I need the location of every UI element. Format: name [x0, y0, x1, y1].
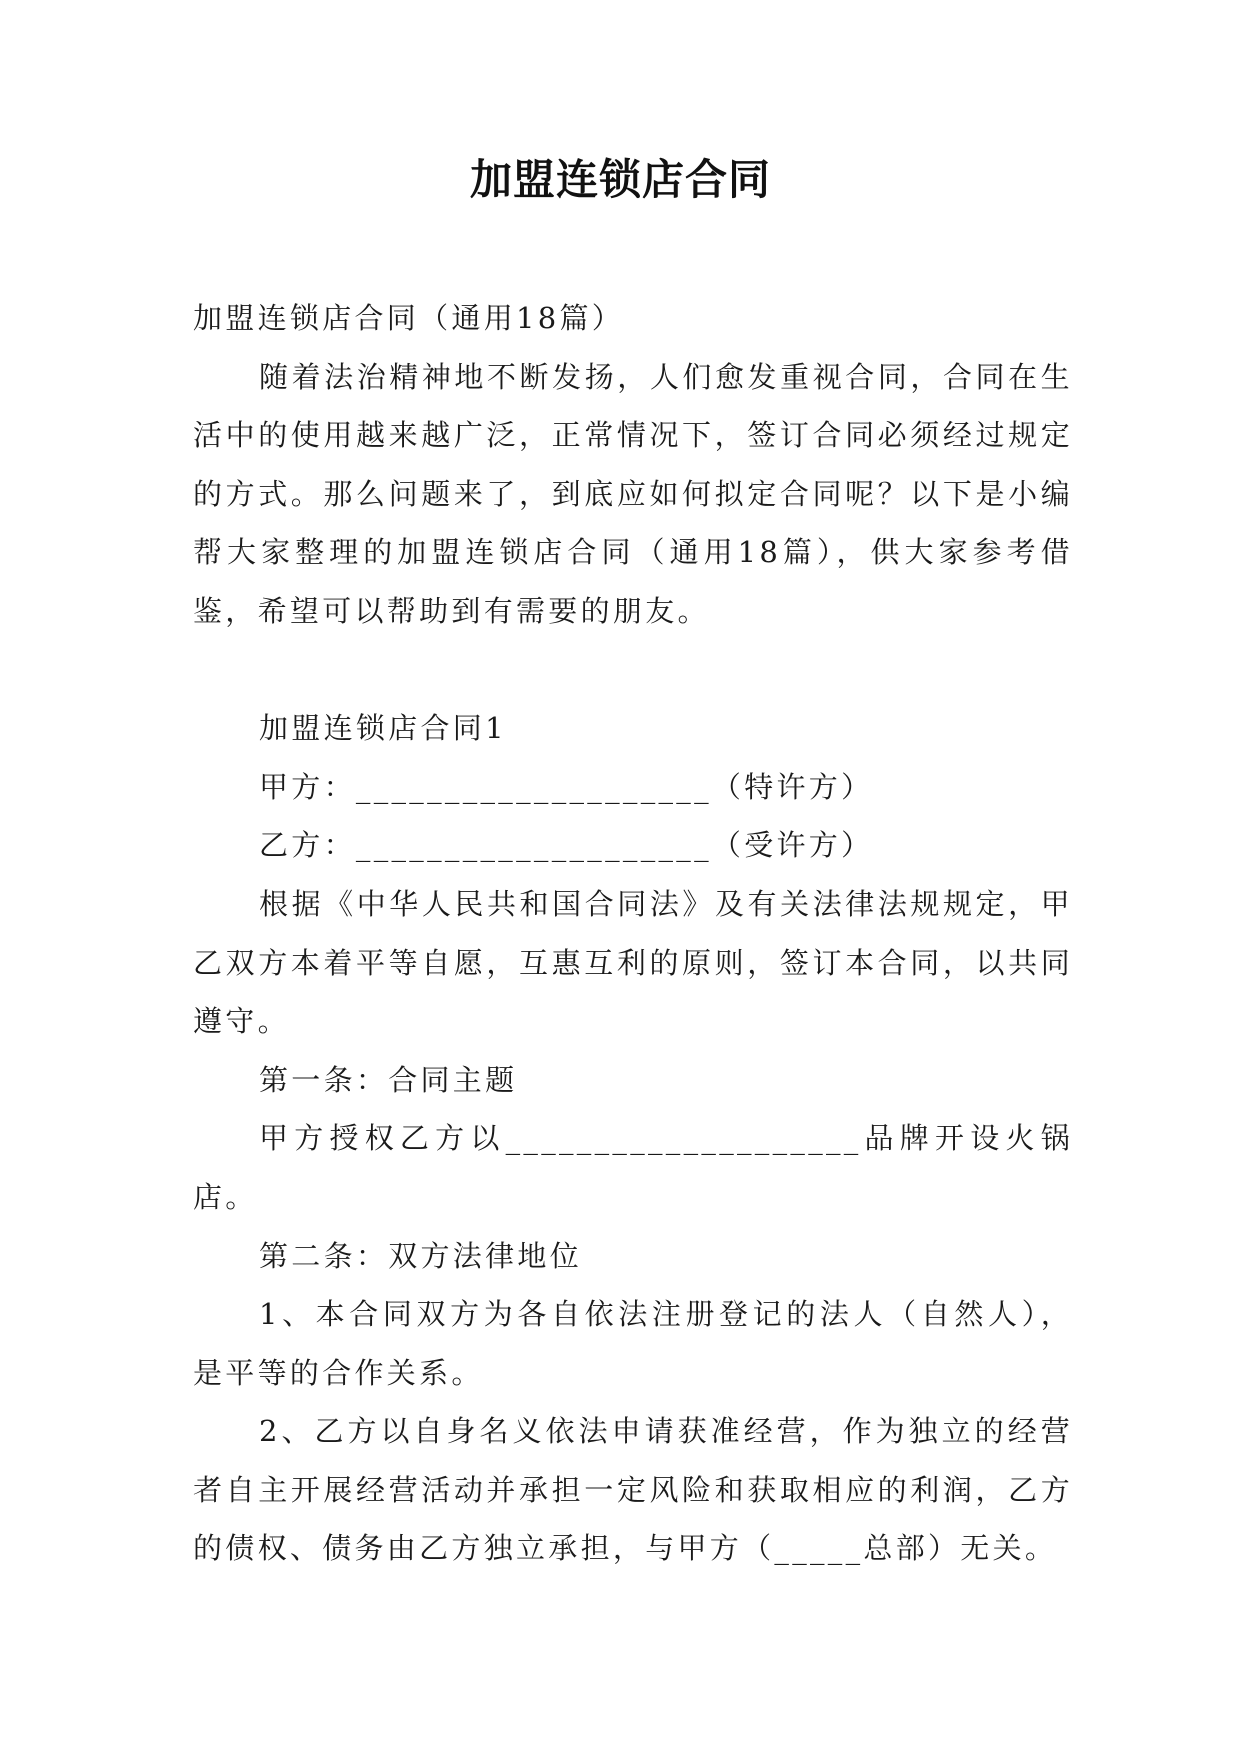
contract-heading: 加盟连锁店合同1	[259, 711, 507, 746]
document-subtitle: 加盟连锁店合同（通用18篇）	[193, 301, 625, 335]
party-a-line: 甲方：____________________（特许方）	[259, 769, 874, 804]
article-2-item-2: 2、乙方以自身名义依法申请获准经营，作为独立的经营者自主开展经营活动并承担一定风险和获取相应的利润，乙方的债权、债务由乙方独立承担，与甲方（_____总部）无关。	[193, 1414, 1073, 1566]
article-1-text: 甲方授权乙方以____________________品牌开设火锅店。	[193, 1121, 1073, 1214]
intro-paragraph: 随着法治精神地不断发扬，人们愈发重视合同，合同在生活中的使用越来越广泛，正常情况下，签订合同必须经过规定的方式。那么问题来了，到底应如何拟定合同呢？以下是小编帮大家整理的加盟连锁店合同（通用18篇），供大家参考借鉴，希望可以帮助到有需要的朋友。	[193, 359, 1073, 628]
party-b-line: 乙方：____________________（受许方）	[259, 828, 874, 863]
article-2-item-1: 1、本合同双方为各自依法注册登记的法人（自然人），是平等的合作关系。	[193, 1297, 1073, 1390]
article-1-title: 第一条：合同主题	[259, 1062, 518, 1097]
document-title: 加盟连锁店合同	[469, 155, 771, 204]
document-body	[193, 289, 1073, 1578]
article-2-title: 第二条：双方法律地位	[259, 1238, 583, 1273]
preamble-paragraph: 根据《中华人民共和国合同法》及有关法律法规规定，甲乙双方本着平等自愿，互惠互利的原则，签订本合同，以共同遵守。	[193, 886, 1073, 1039]
paragraph-gap	[193, 641, 1073, 700]
